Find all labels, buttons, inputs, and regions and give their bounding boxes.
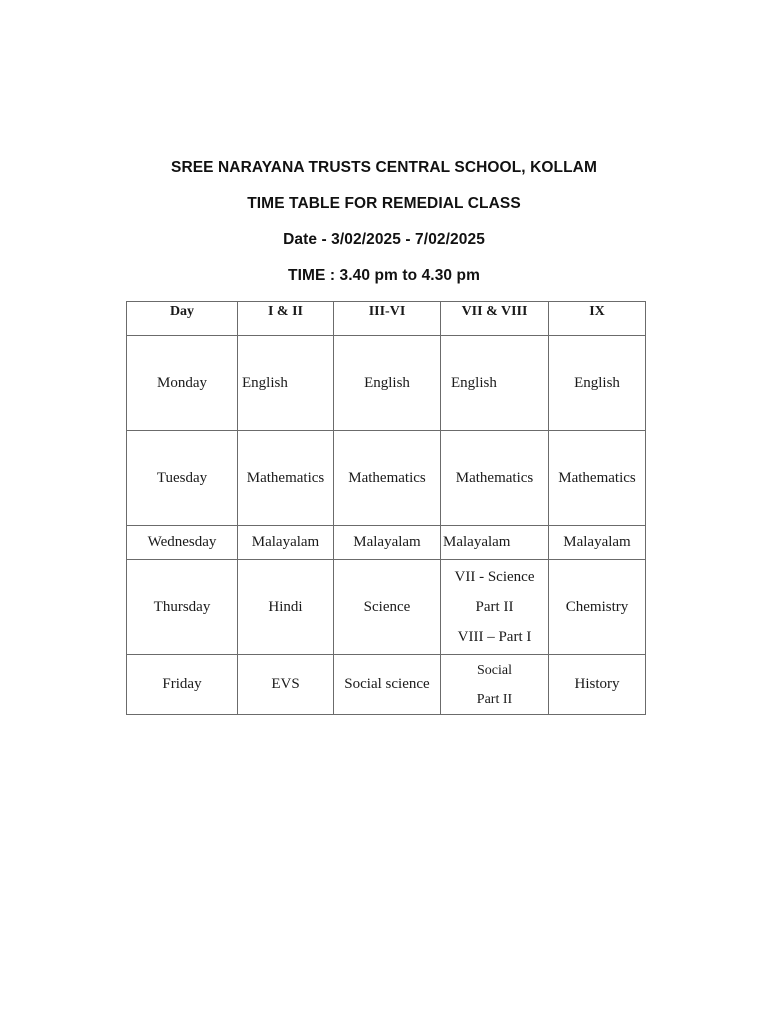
table-row-tuesday (127, 431, 646, 526)
subject-cell: English (549, 336, 646, 431)
subject-cell: Social science (334, 655, 441, 715)
subject-cell: Science (334, 560, 441, 655)
table-row-thursday (127, 560, 646, 655)
subject-line: Part II (476, 691, 513, 707)
subject-cell: Malayalam (238, 526, 334, 560)
subject-cell: Malayalam (441, 526, 549, 560)
date-range: Date - 3/02/2025 - 7/02/2025 (283, 231, 485, 248)
day-cell: Thursday (127, 560, 238, 655)
document-title: TIME TABLE FOR REMEDIAL CLASS (247, 195, 521, 212)
subject-cell-multiline (441, 560, 549, 655)
column-header-ix: IX (549, 302, 646, 336)
day-cell: Friday (127, 655, 238, 715)
subject-cell: Hindi (238, 560, 334, 655)
timetable (126, 301, 646, 715)
subject-cell: Malayalam (334, 526, 441, 560)
subject-cell: Mathematics (549, 431, 646, 526)
day-cell: Tuesday (127, 431, 238, 526)
class-time: TIME : 3.40 pm to 4.30 pm (288, 267, 480, 284)
subject-cell-multiline (441, 655, 549, 715)
subject-cell: English (441, 336, 549, 431)
day-cell: Monday (127, 336, 238, 431)
school-name: SREE NARAYANA TRUSTS CENTRAL SCHOOL, KOLLAM (171, 159, 597, 176)
column-header-vii-viii: VII & VIII (441, 302, 549, 336)
column-header-iii-vi: III-VI (334, 302, 441, 336)
subject-cell: Mathematics (238, 431, 334, 526)
subject-cell: English (238, 336, 334, 431)
subject-cell: EVS (238, 655, 334, 715)
subject-line: Social (477, 662, 512, 678)
subject-line: VIII – Part I (457, 629, 532, 645)
subject-cell: Chemistry (549, 560, 646, 655)
subject-cell: Malayalam (549, 526, 646, 560)
subject-cell: English (334, 336, 441, 431)
table-row-wednesday (127, 526, 646, 560)
subject-line: Part II (475, 599, 514, 615)
table-row-monday (127, 336, 646, 431)
table-row-friday (127, 655, 646, 715)
column-header-i-ii: I & II (238, 302, 334, 336)
subject-cell: History (549, 655, 646, 715)
table-header-row (127, 302, 646, 336)
column-header-day: Day (127, 302, 238, 336)
subject-line: VII - Science (454, 569, 535, 585)
subject-cell: Mathematics (334, 431, 441, 526)
subject-cell: Mathematics (441, 431, 549, 526)
day-cell: Wednesday (127, 526, 238, 560)
